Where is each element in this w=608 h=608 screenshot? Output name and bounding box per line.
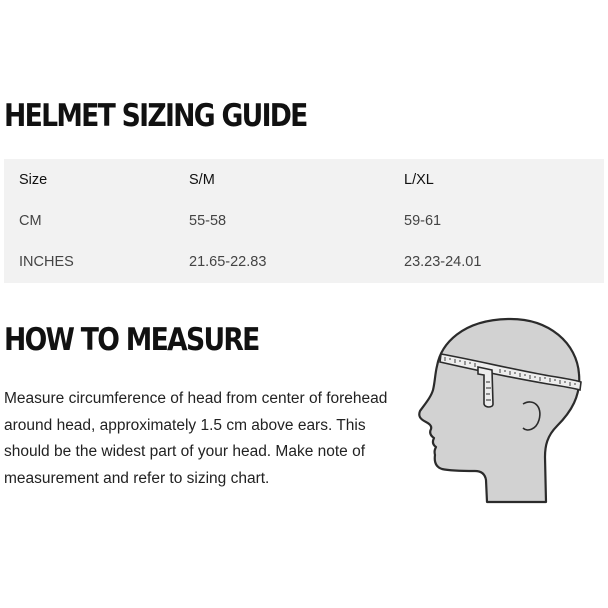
row-label-inches: INCHES — [19, 254, 74, 271]
table-row — [4, 242, 604, 283]
table-header-row — [4, 159, 604, 200]
sizing-guide-title: HELMET SIZING GUIDE — [4, 98, 307, 134]
cell-cm-sm: 55-58 — [189, 212, 227, 229]
head-silhouette — [419, 319, 579, 502]
header-sm: S/M — [189, 171, 215, 188]
cell-inches-sm: 21.65-22.83 — [189, 254, 267, 271]
how-to-measure-title: HOW TO MEASURE — [4, 322, 259, 358]
sizing-table — [4, 159, 604, 283]
cell-inches-lxl: 23.23-24.01 — [404, 254, 482, 271]
head-measuring-tape-icon — [405, 312, 590, 504]
table-row — [4, 200, 604, 241]
header-size: Size — [19, 171, 48, 188]
header-lxl: L/XL — [404, 171, 434, 188]
row-label-cm: CM — [19, 212, 42, 229]
measure-instructions: Measure circumference of head from center of forehead around head, approximately 1.5 cm above ears. This should be the widest part of your head. Make note of measurement and refer to sizing chart. — [4, 390, 388, 487]
cell-cm-lxl: 59-61 — [404, 212, 442, 229]
